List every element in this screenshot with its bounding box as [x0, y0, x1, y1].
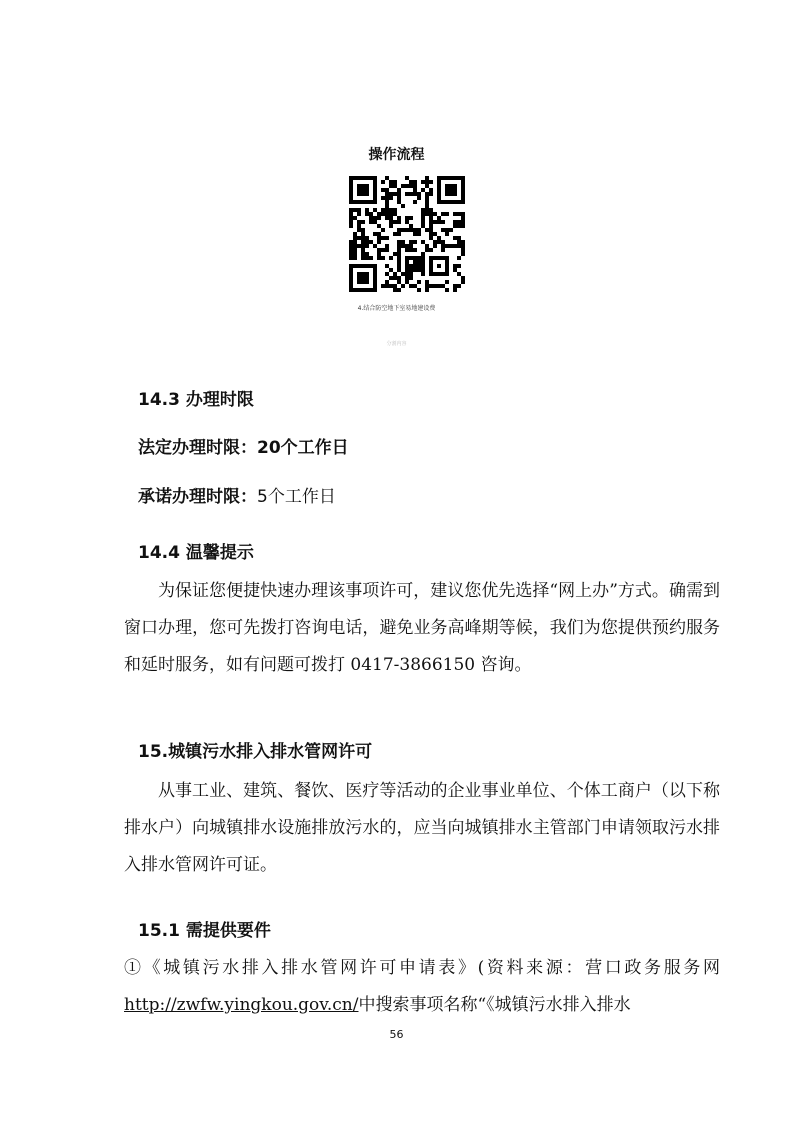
section-14-3-heading: 14.3 办理时限	[138, 390, 254, 410]
section-15-body: 从事工业、建筑、餐饮、医疗等活动的企业事业单位、个体工商户（以下称排水户）向城镇排水设施排放污水的，应当向城镇排水主管部门申请领取污水排入排水管网许可证。	[124, 781, 720, 875]
section-15-heading: 15.城镇污水排入排水管网许可	[138, 742, 373, 762]
legal-time-value: 20个工作日	[257, 438, 349, 458]
legal-time-label: 法定办理时限：	[138, 438, 257, 458]
portal-link[interactable]: http://zwfw.yingkou.gov.cn/	[124, 995, 359, 1015]
section-14-4-body: 为保证您便捷快速办理该事项许可，建议您优先选择“网上办”方式。确需到窗口办理，您可先拨打咨询电话，避免业务高峰期等候，我们为您提供预约服务和延时服务，如有问题可拨打 0417-3866150 咨询。	[124, 581, 720, 675]
item-text-suffix: 中搜索事项名称“《城镇污水排入排水	[358, 995, 631, 1015]
promise-time-value: 5个工作日	[257, 487, 336, 507]
promise-time-limit	[138, 482, 336, 507]
divider-label: 分割内容	[386, 341, 407, 347]
section-14-4-heading: 14.4 温馨提示	[138, 543, 254, 563]
item-text-prefix: ①《城镇污水排入排水管网许可申请表》(资料来源：营口政务服务网	[124, 958, 720, 978]
section-15-1-heading: 15.1 需提供要件	[138, 921, 271, 941]
qr-section-title: 操作流程	[368, 147, 425, 163]
legal-time-limit	[138, 433, 349, 458]
promise-time-label: 承诺办理时限：	[138, 487, 257, 507]
required-document-item	[124, 950, 720, 1024]
qr-code-image	[349, 176, 465, 292]
qr-caption: 4.结合防空地下室易地建设费	[357, 305, 436, 312]
page-number: 56	[389, 1028, 404, 1041]
